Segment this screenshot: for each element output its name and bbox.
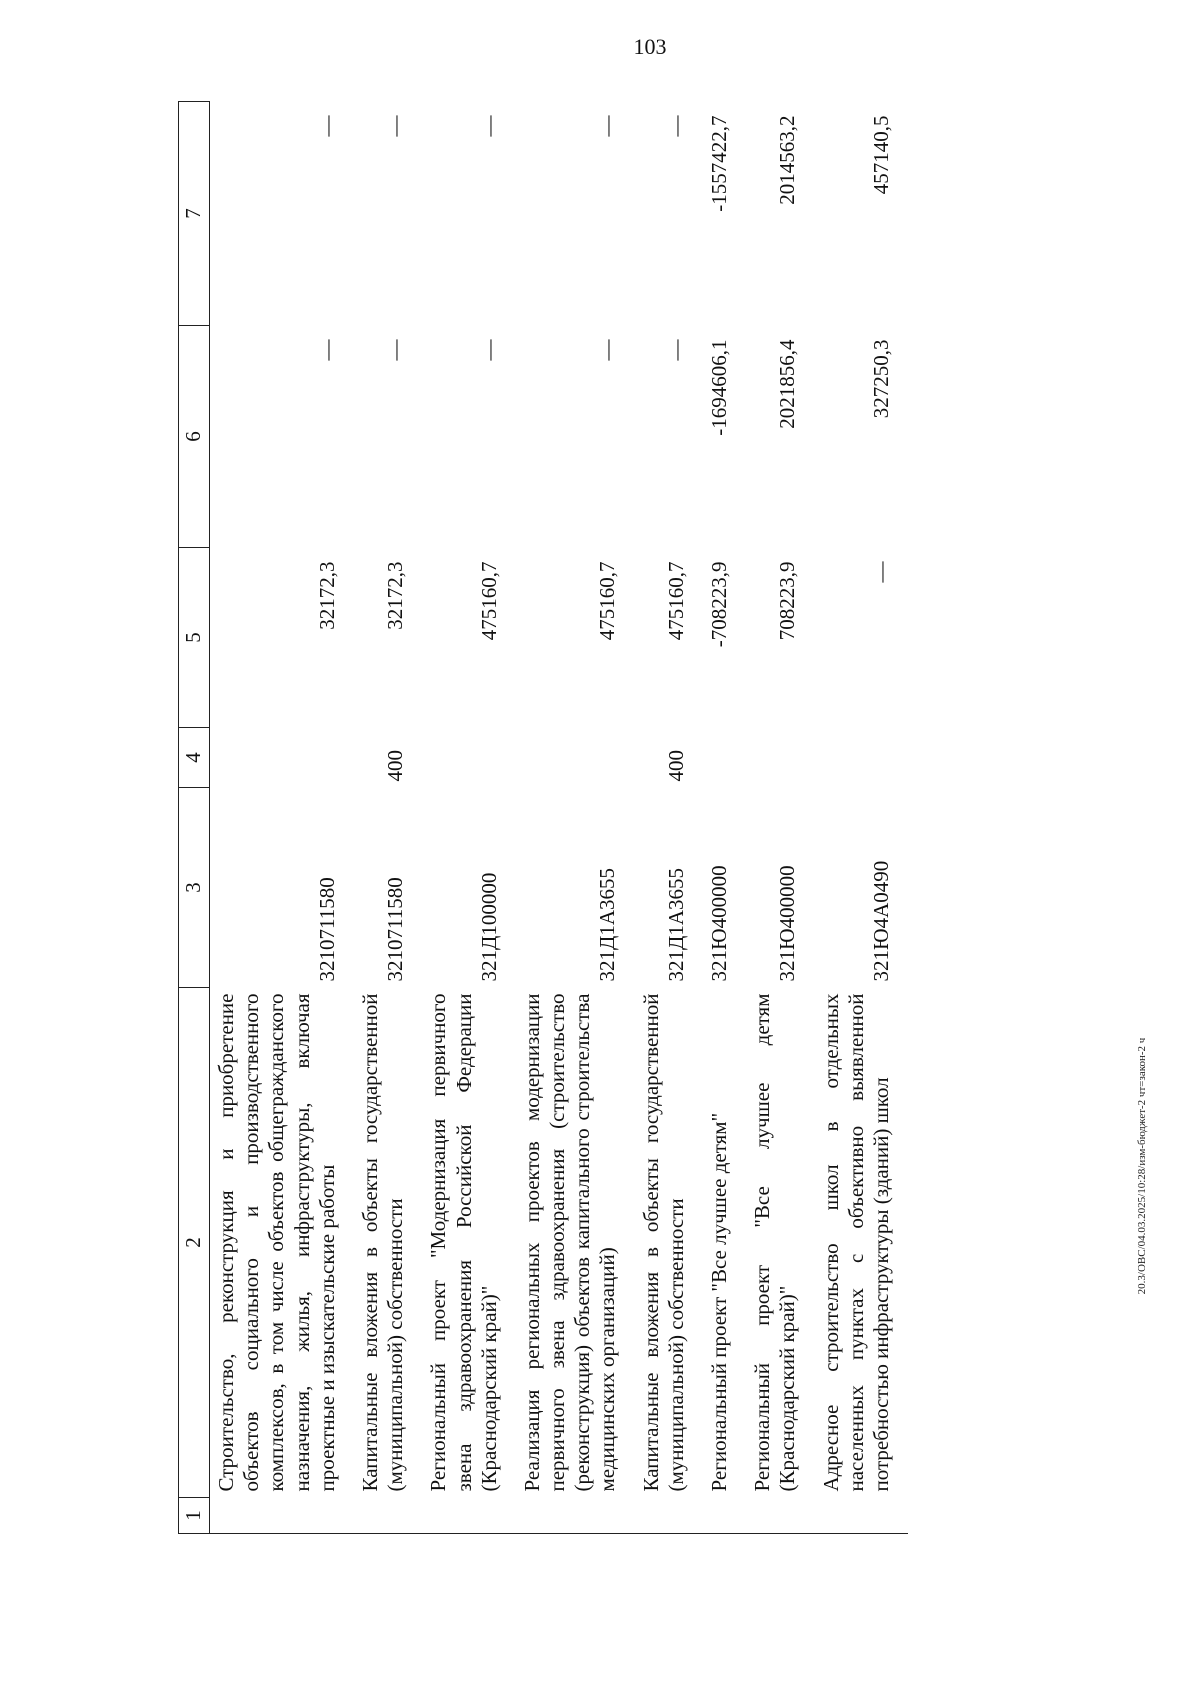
row-value-5: 475160,7	[595, 561, 620, 641]
row-value-7: —	[663, 115, 688, 137]
row-code: 321Д1А3655	[663, 868, 688, 982]
row-value-5: -708223,9	[707, 561, 731, 648]
header-col-7: 7	[179, 102, 210, 326]
row-group: 400	[383, 750, 408, 782]
row-name: Адресное строительство школ в отдельных населенных пунктах с объективно выявленной потребностью инфраструктуры (зданий) школ	[818, 993, 893, 1492]
row-group	[746, 728, 814, 788]
row-name: Региональный проект "Все лучшее детям (Краснодарский край)"	[750, 993, 800, 1492]
row-value-5: 475160,7	[663, 561, 688, 641]
header-col-2: 2	[179, 988, 210, 1498]
row-value-6: —	[663, 339, 688, 361]
page-number: 103	[633, 34, 667, 59]
table-row	[746, 102, 814, 1534]
table-row	[516, 102, 635, 1534]
row-code: 321Д1А3655	[595, 868, 620, 982]
row-value-6: —	[476, 339, 501, 361]
row-col-1	[635, 1498, 703, 1534]
row-col-1	[815, 1498, 909, 1534]
row-col-1	[746, 1498, 814, 1534]
row-value-6: —	[595, 339, 620, 361]
row-value-7: -1557422,7	[707, 115, 731, 212]
row-value-5: 32172,3	[383, 561, 408, 630]
row-code: 3210711580	[314, 877, 339, 982]
row-name: Капитальные вложения в объекты государственной (муниципальной) собственности	[357, 993, 408, 1492]
row-code: 3210711580	[383, 877, 408, 982]
row-value-5: 32172,3	[314, 561, 339, 630]
table-row	[422, 102, 516, 1534]
row-value-5: 708223,9	[775, 561, 800, 641]
row-code: 321Ю400000	[775, 865, 800, 982]
row-value-6: —	[314, 339, 339, 361]
header-col-5: 5	[179, 548, 210, 728]
table-header-row	[179, 102, 210, 1534]
row-name: Региональный проект "Все лучшее детям"	[707, 1112, 731, 1492]
budget-table-rotated	[178, 102, 1200, 1534]
table-row	[210, 102, 354, 1534]
row-col-1	[516, 1498, 635, 1534]
row-value-5: —	[868, 561, 893, 583]
row-name: Реализация региональных проектов модернизации первичного звена здравоохранения (строительство (реконструкция) объектов капитального строительства медицинских организаций)	[519, 993, 620, 1492]
table-row	[635, 102, 703, 1534]
row-col-1	[354, 1498, 422, 1534]
row-code: 321Д100000	[476, 872, 501, 982]
row-value-7: —	[595, 115, 620, 137]
row-col-1	[210, 1498, 354, 1534]
row-value-5: 475160,7	[476, 561, 501, 641]
row-value-7: 457140,5	[868, 115, 893, 195]
header-col-3: 3	[179, 788, 210, 988]
row-value-7: 2014563,2	[775, 115, 800, 205]
row-value-7: —	[383, 115, 408, 137]
row-value-6: 2021856,4	[775, 339, 800, 429]
row-value-7: —	[314, 115, 339, 137]
row-value-6: —	[383, 339, 408, 361]
row-group	[516, 728, 635, 788]
table-row	[354, 102, 422, 1534]
row-group	[703, 728, 746, 788]
row-value-7: —	[476, 115, 501, 137]
header-col-6: 6	[179, 326, 210, 548]
header-col-1: 1	[179, 1498, 210, 1534]
row-group	[210, 728, 354, 788]
row-group	[815, 728, 909, 788]
table-row	[815, 102, 909, 1534]
budget-table	[178, 101, 908, 1534]
row-code: 321Ю4А0490	[868, 860, 893, 982]
row-group	[422, 728, 516, 788]
row-col-1	[422, 1498, 516, 1534]
row-value-6: -1694606,1	[707, 339, 731, 436]
row-code: 321Ю400000	[707, 865, 731, 982]
row-col-1	[703, 1498, 746, 1534]
footer-doc-id: 20.3/ОВС/04.03.2025/10:28/изм-бюджет-2 чт=закон-2 ч	[1136, 1037, 1148, 1295]
row-value-6: 327250,3	[868, 339, 893, 419]
header-col-4: 4	[179, 728, 210, 788]
row-name: Капитальные вложения в объекты государственной (муниципальной) собственности	[638, 993, 688, 1492]
row-name: Региональный проект "Модернизация первичного звена здравоохранения Российской Федерации (Краснодарский край)"	[426, 993, 501, 1492]
table-row	[703, 102, 746, 1534]
row-name: Строительство, реконструкция и приобретение объектов социального и производственного комплексов, в том числе объектов общегражданского назначения, жилья, инфраструктуры, включая проектные и изыскательские работы	[214, 993, 339, 1492]
row-group: 400	[663, 750, 688, 782]
